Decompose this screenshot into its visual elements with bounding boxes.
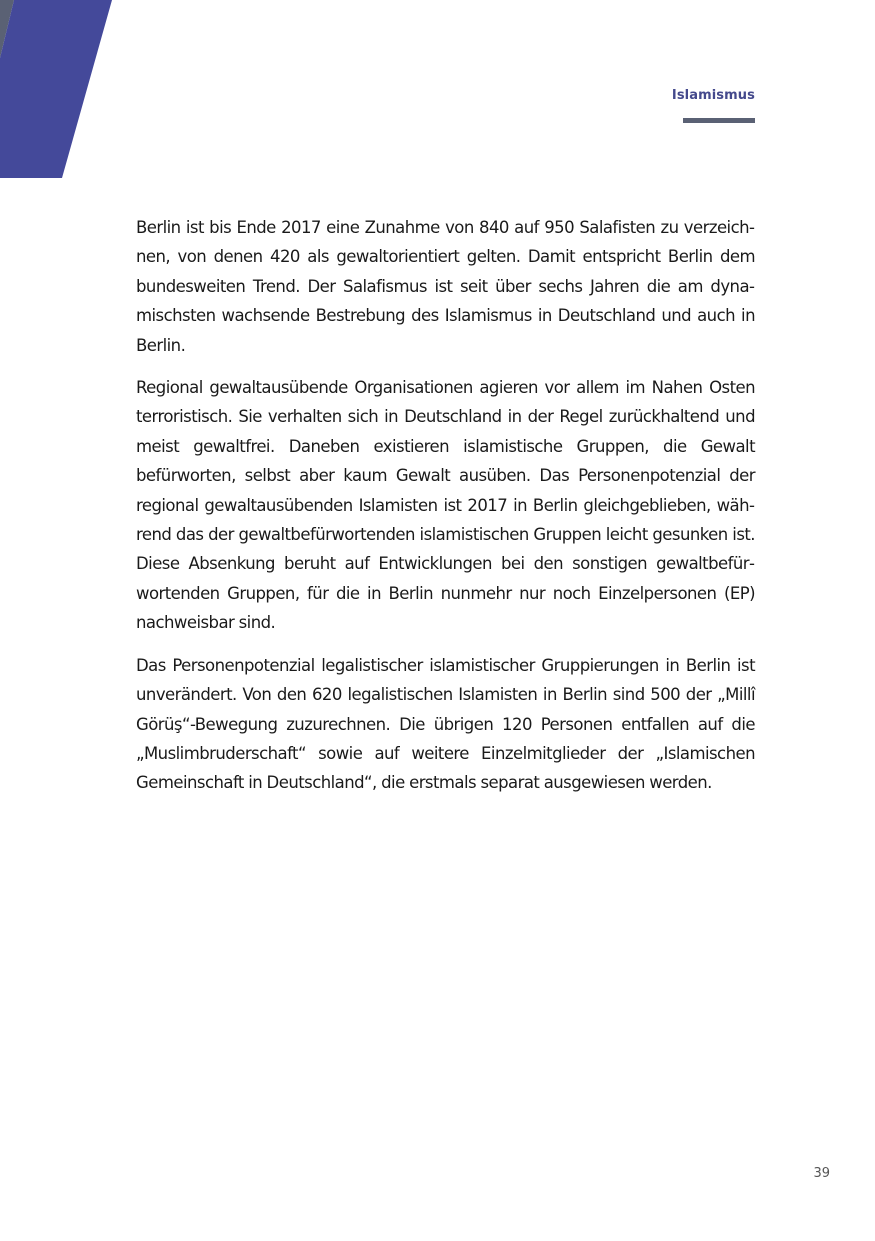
paragraph: Berlin ist bis Ende 2017 eine Zunahme von 840 auf 950 Salafisten zu verzeichnen, von denen 420 als gewaltorientiert gelten. Damit entspricht Berlin dem bundesweiten Trend. Der Salafismus ist seit über sechs Jahren die am dynamischsten wachsende Bestrebung des Islamismus in Deutschland und auch in Berlin.: [136, 218, 755, 355]
corner-decoration: [0, 0, 120, 180]
body-text: [136, 213, 755, 811]
paragraph: Regional gewaltausübende Organisationen agieren vor allem im Nahen Osten terroristisch. Sie verhalten sich in Deutschland in der Regel zurückhaltend und meist gewaltfrei. Daneben existieren islamistische Gruppen, die Gewalt befürworten, selbst aber kaum Gewalt ausüben. Das Personenpotenzial der regional gewaltausübenden Islamisten ist 2017 in Berlin gleichgeblieben, während das der gewaltbefürwortenden islamistischen Gruppen leicht gesunken ist. Diese Absenkung beruht auf Entwicklungen bei den sonstigen gewaltbefürwortenden Gruppen, für die in Berlin nunmehr nur noch Einzelpersonen (EP) nachweisbar sind.: [136, 378, 755, 633]
section-title: Islamismus: [671, 88, 755, 103]
corner-blue-band: [0, 0, 112, 178]
page-number: 39: [813, 1166, 830, 1181]
running-header: [672, 88, 755, 123]
paragraph: Das Personenpotenzial legalistischer islamistischer Gruppierungen in Berlin ist unverändert. Von den 620 legalistischen Islamisten in Berlin sind 500 der „Millî Görüş“-Bewegung zuzurechnen. Die übrigen 120 Personen entfallen auf die „Muslimbruderschaft“ sowie auf weitere Einzelmitglieder der „Islamischen Gemeinschaft in Deutschland“, die erstmals separat ausgewiesen werden.: [136, 655, 755, 793]
section-title-underline: [683, 118, 755, 123]
